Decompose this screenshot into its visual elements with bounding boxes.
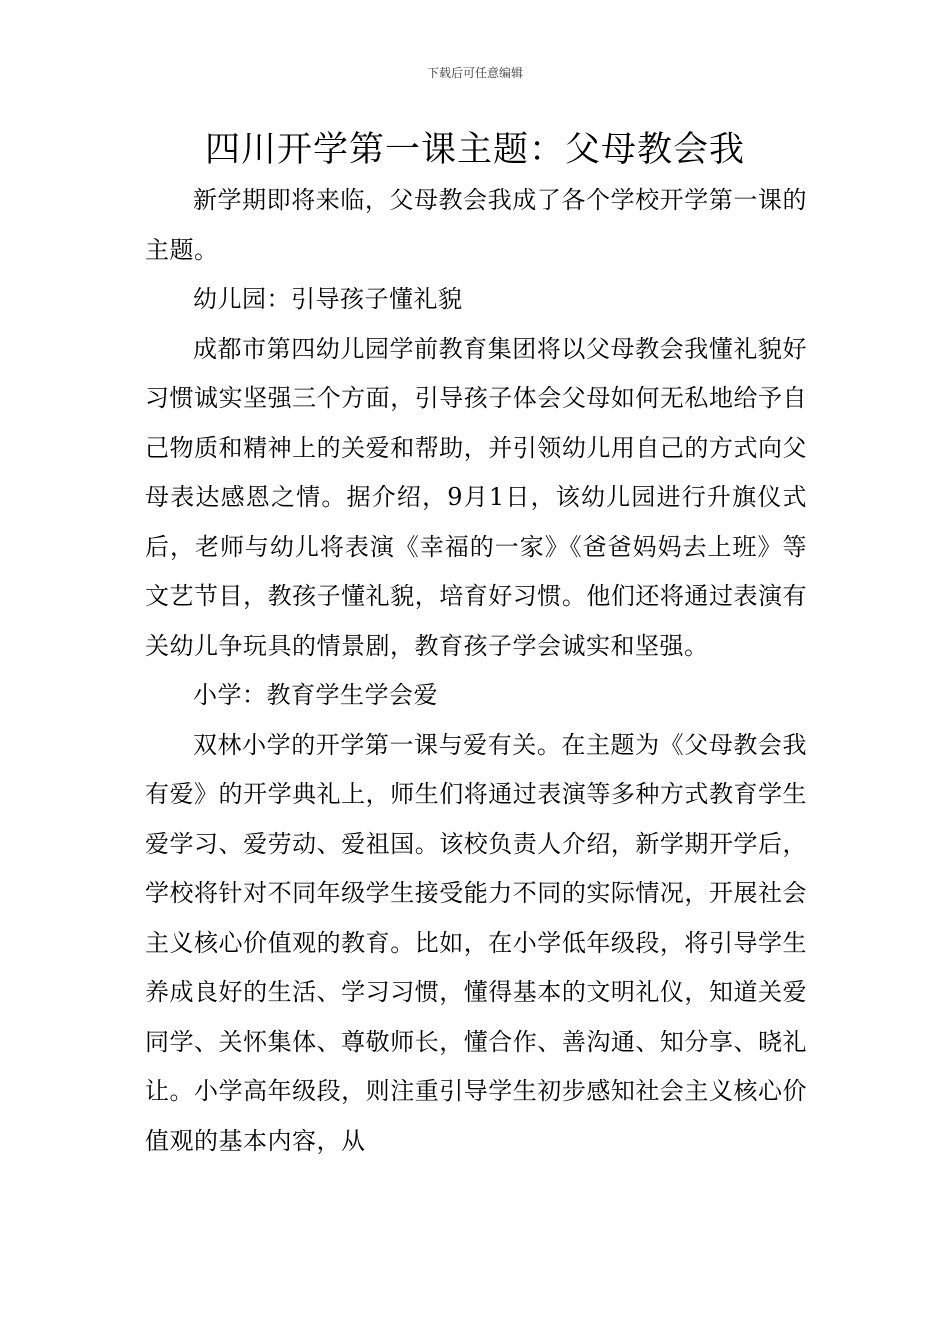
paragraph-kindergarten: 成都市第四幼儿园学前教育集团将以父母教会我懂礼貌好习惯诚实坚强三个方面，引导孩子体会父母如何无私地给予自己物质和精神上的关爱和帮助，并引领幼儿用自己的方式向父母表达感恩之情。据介绍，9月1日，该幼儿园进行升旗仪式后，老师与幼儿将表演《幸福的一家》《爸爸妈妈去上班》等文艺节目，教孩子懂礼貌，培育好习惯。他们还将通过表演有关幼儿争玩具的情景剧，教育孩子学会诚实和坚强。 bbox=[145, 334, 807, 660]
paragraph-primary-school: 双林小学的开学第一课与爱有关。在主题为《父母教会我有爱》的开学典礼上，师生们将通过表演等多种方式教育学生爱学习、爱劳动、爱祖国。该校负责人介绍，新学期开学后，学校将针对不同年级学生接受能力不同的实际情况，开展社会主义核心价值观的教育。比如，在小学低年级段，将引导学生养成良好的生活、学习习惯，懂得基本的文明礼仪，知道关爱同学、关怀集体、尊敬师长，懂合作、善沟通、知分享、晓礼让。小学高年级段，则注重引导学生初步感知社会主义核心价值观的基本内容，从 bbox=[145, 730, 807, 1155]
section-heading-primary-school: 小学：教育学生学会爱 bbox=[193, 681, 438, 709]
document-title: 四川开学第一课主题：父母教会我 bbox=[204, 130, 745, 170]
section-heading-kindergarten: 幼儿园：引导孩子懂礼貌 bbox=[193, 285, 463, 313]
header-note: 下载后可任意编辑 bbox=[426, 66, 523, 80]
paragraph-intro: 新学期即将来临，父母教会我成了各个学校开学第一课的主题。 bbox=[145, 186, 807, 264]
document-body bbox=[145, 176, 807, 1166]
